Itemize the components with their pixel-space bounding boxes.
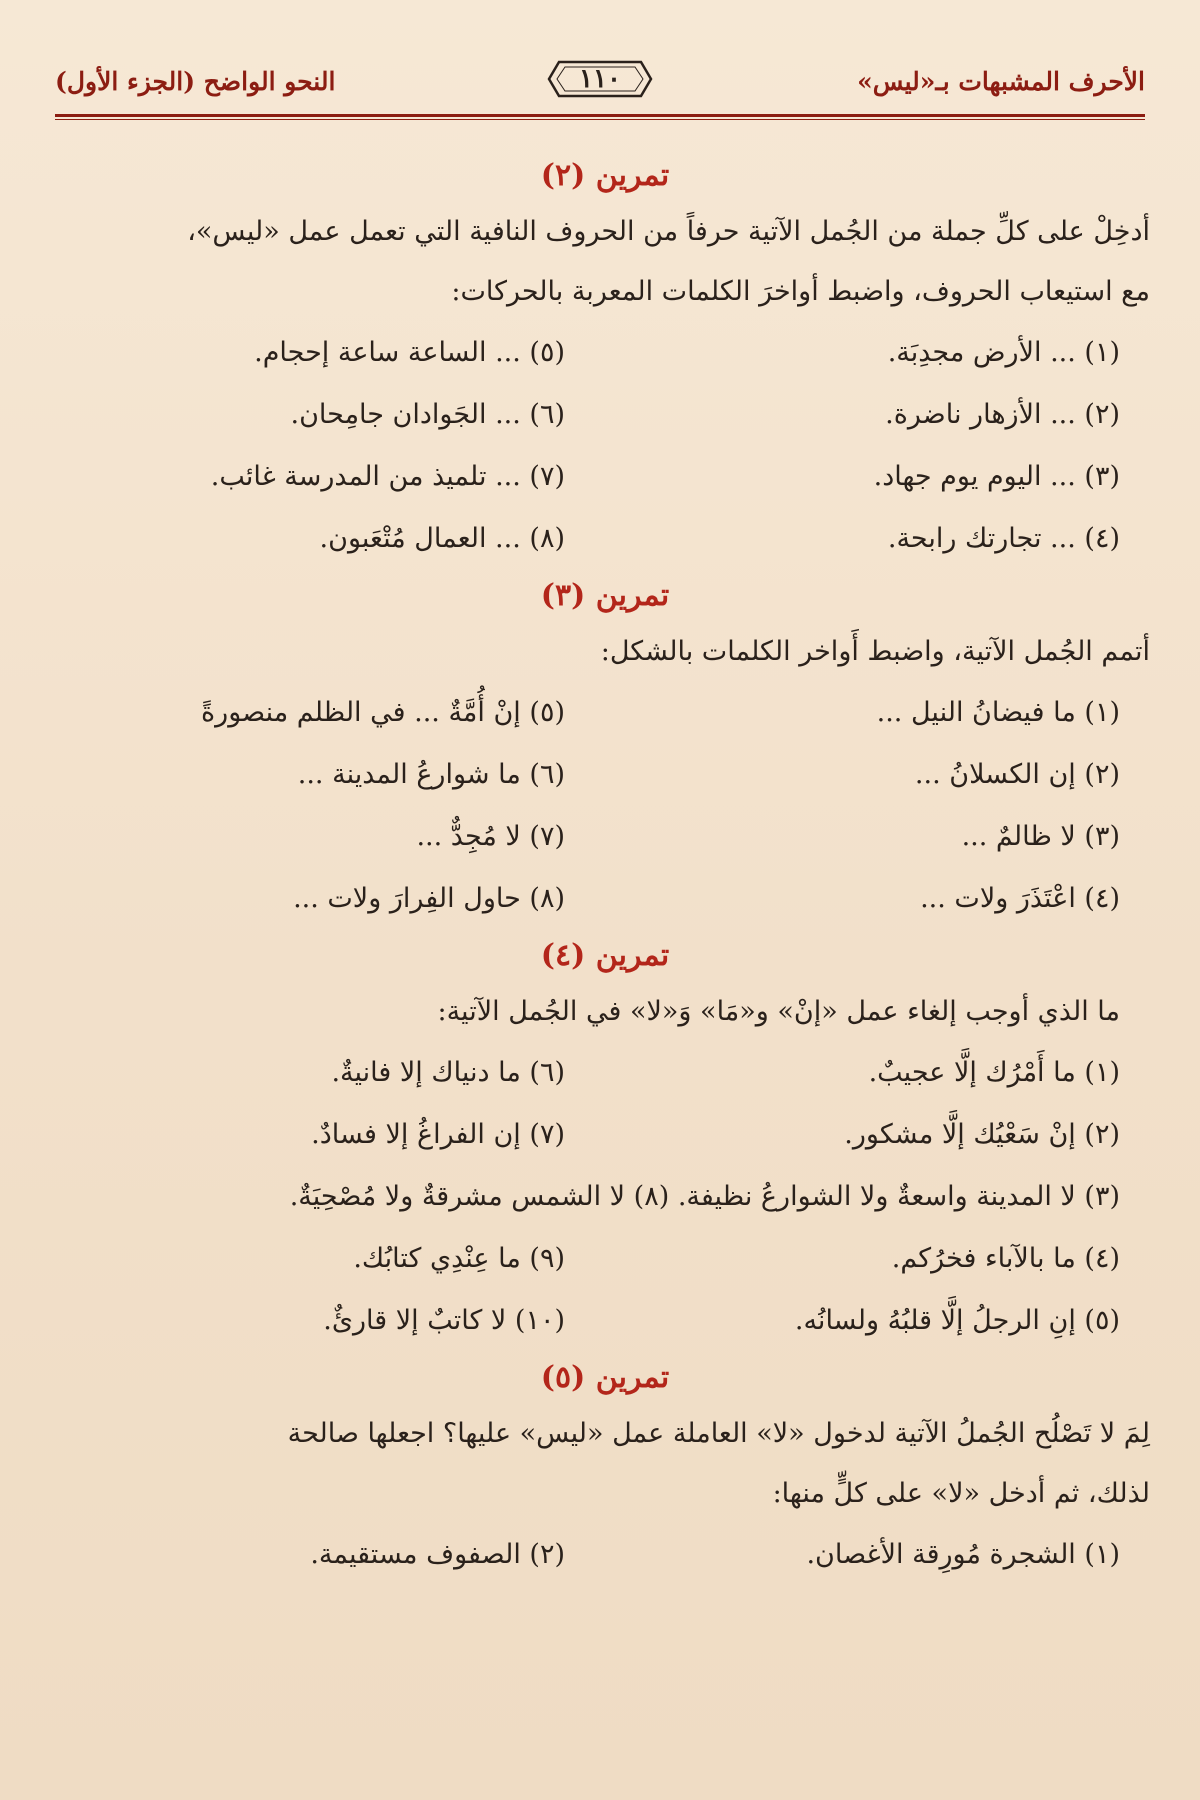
exercise-2-items (60, 322, 1150, 570)
exercise-item: (٤) ... تجارتك رابحة. (887, 523, 1120, 554)
page-number: ١١٠ (579, 64, 621, 94)
exercise-item: (١) ما فيضانُ النيل ... (876, 697, 1120, 728)
page-content (60, 150, 1150, 1780)
exercise-4-title: تمرين (٤) (540, 938, 670, 973)
exercise-item: (٢) إنْ سَعْيُك إلَّا مشكور. (844, 1119, 1120, 1150)
exercise-4-items-b (60, 1228, 1150, 1352)
exercise-item: (٢) الصفوف مستقيمة. (310, 1539, 565, 1570)
exercise-item: (٢) ... الأزهار ناضرة. (885, 399, 1120, 430)
exercise-3-items (60, 682, 1150, 930)
exercise-item: (٥) ... الساعة ساعة إحجام. (254, 337, 565, 368)
exercise-item: (٣) لا ظالمٌ ... (961, 821, 1120, 852)
exercise-item: (٧) إن الفراغُ إلا فسادٌ. (311, 1119, 565, 1150)
exercise-item: (٨) حاول الفِرارَ ولات ... (293, 883, 565, 914)
exercise-item: (٧) لا مُجِدٌّ ... (416, 821, 565, 852)
exercise-3-instruction: أتمم الجُمل الآتية، واضبط أَواخر الكلمات بالشكل: (600, 636, 1150, 667)
instruction-line: أدخِلْ على كلِّ جملة من الجُمل الآتية حرفاً من الحروف النافية التي تعمل عمل «ليس»، (187, 216, 1150, 247)
exercise-item: (١) ما أَمْرُك إلَّا عجيبٌ. (868, 1057, 1120, 1088)
instruction-line: لِمَ لا تَصْلُح الجُملُ الآتية لدخول «لا» العاملة عمل «ليس» عليها؟ اجعلها صالحة (287, 1418, 1150, 1449)
chapter-title: الأحرف المشبهات بـ«ليس» (857, 66, 1145, 96)
exercise-item: (٦) ما شوارعُ المدينة ... (297, 759, 565, 790)
exercise-item: (٩) ما عِنْدِي كتابُك. (353, 1243, 565, 1274)
exercise-4-instruction: ما الذي أوجب إلغاء عمل «إنْ» و«مَا» وَ«لا» في الجُمل الآتية: (437, 996, 1120, 1027)
exercise-item: (٨) ... العمال مُتْعَبون. (319, 523, 565, 554)
exercise-item: (١) ... الأرض مجدِبَة. (887, 337, 1120, 368)
exercise-item: (١٠) لا كاتبٌ إلا قارئٌ. (323, 1305, 565, 1336)
exercise-5-instruction (60, 1404, 1150, 1524)
exercise-item: (٥) إنْ أُمَّةٌ ... في الظلم منصورةً (201, 697, 565, 728)
exercise-item: (٣) ... اليوم يوم جهاد. (873, 461, 1120, 492)
book-title: النحو الواضح (الجزء الأول) (55, 66, 336, 96)
exercise-item: (٤) ما بالآباء فخرُكم. (891, 1243, 1120, 1274)
exercise-item: (٤) اعْتَذَرَ ولات ... (920, 883, 1120, 914)
exercise-item: (٦) ما دنياك إلا فانيةٌ. (331, 1057, 565, 1088)
instruction-line: لذلك، ثم أدخل «لا» على كلٍّ منها: (772, 1478, 1150, 1509)
exercise-2-instruction (60, 202, 1150, 322)
exercise-2-title: تمرين (٢) (540, 158, 670, 193)
page-number-frame (545, 58, 655, 100)
exercise-item: (٦) ... الجَوادان جامِحان. (290, 399, 565, 430)
page-header (55, 52, 1145, 110)
exercise-item: (٥) إنِ الرجلُ إلَّا قلبُهُ ولسانُه. (794, 1305, 1120, 1336)
exercise-5-items (60, 1524, 1150, 1586)
exercise-5-title: تمرين (٥) (540, 1360, 670, 1395)
exercise-3-title: تمرين (٣) (540, 578, 670, 613)
exercise-4-items-a (60, 1042, 1150, 1166)
exercise-item-wide: (٣) لا المدينة واسعةٌ ولا الشوارعُ نظيفة. (٨) لا الشمس مشرقةٌ ولا مُصْحِيَةٌ. (289, 1181, 1120, 1212)
instruction-line: مع استيعاب الحروف، واضبط أواخرَ الكلمات المعربة بالحركات: (451, 276, 1150, 307)
header-rule (55, 114, 1145, 117)
exercise-item: (١) الشجرة مُورِقة الأغصان. (806, 1539, 1120, 1570)
exercise-item: (٢) إن الكسلانُ ... (914, 759, 1120, 790)
exercise-item: (٧) ... تلميذ من المدرسة غائب. (210, 461, 565, 492)
header-rule-thin (55, 119, 1145, 120)
